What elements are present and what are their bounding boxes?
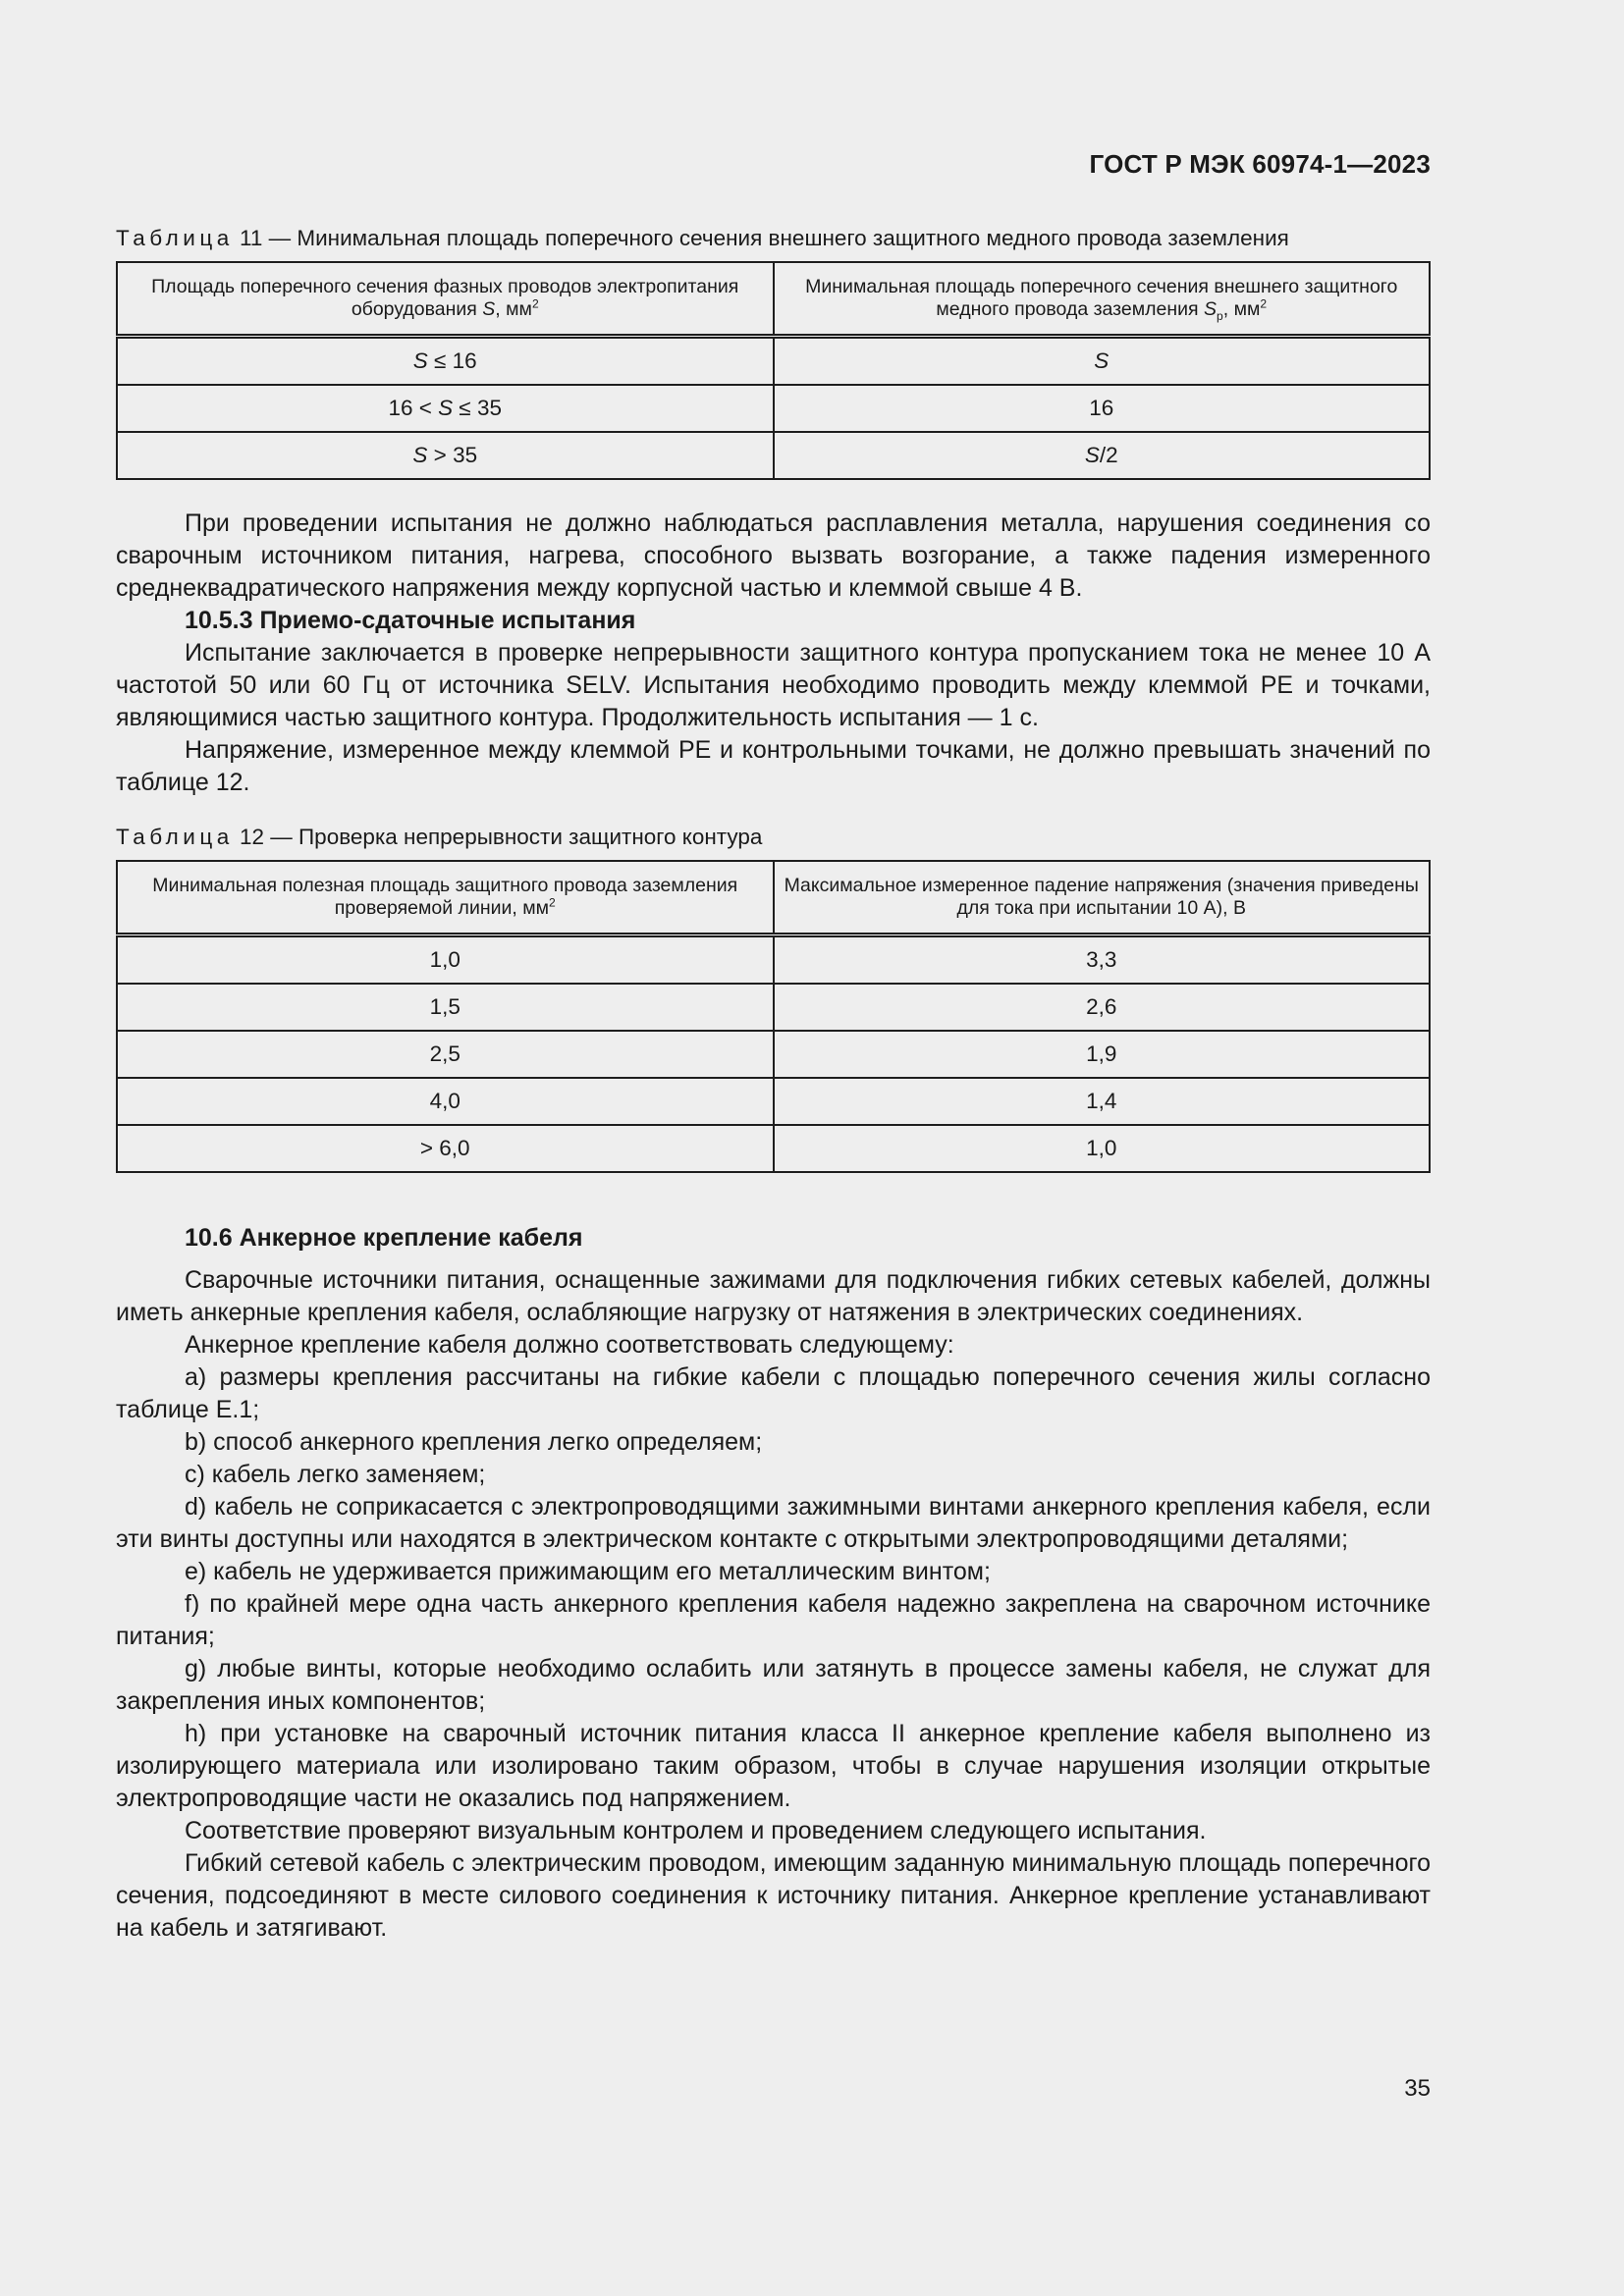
table-cell: S [774,337,1431,386]
table-12-caption-label: Таблица [116,825,234,849]
list-item: b) способ анкерного крепления легко определяем; [185,1428,763,1456]
paragraph-test-procedure: Гибкий сетевой кабель с электрическим проводом, имеющим заданную минимальную площадь поперечного сечения, подсоединяют в месте силового соединения к источнику питания. Анкерное крепление устанавливают на кабель и затягивают. [116,1849,1431,1942]
table-12 [116,860,1431,1173]
list-item: g) любые винты, которые необходимо ослабить или затянуть в процессе замены кабеля, не служат для закрепления иных компонентов; [116,1655,1431,1715]
list-item: f) по крайней мере одна часть анкерного крепления кабеля надежно закреплена на сварочном источнике питания; [116,1590,1431,1650]
paragraph-voltage-limit: Напряжение, измеренное между клеммой PE и контрольными точками, не должно превышать значений по таблице 12. [116,736,1431,796]
table-12-caption-text: 12 — Проверка непрерывности защитного контура [233,825,763,849]
table-row [117,1078,1430,1125]
table-cell: 3,3 [774,935,1431,985]
paragraph-anchorage-requirement: Сварочные источники питания, оснащенные зажимами для подключения гибких сетевых кабелей, должны иметь анкерные крепления кабеля, ослабляющие нагрузку от натяжения в электрических соединениях. [116,1266,1431,1326]
table-row [117,984,1430,1031]
table-cell: 2,5 [117,1031,774,1078]
table-11-header-col1: Площадь поперечного сечения фазных проводов электропитания оборудования S, $мм^2$ [117,262,774,337]
section-heading-10-6: 10.6 Анкерное крепление кабеля [185,1224,583,1252]
table-cell: > 6,0 [117,1125,774,1172]
list-item: c) кабель легко заменяем; [185,1461,486,1488]
table-row [117,385,1430,432]
table-cell: 1,9 [774,1031,1431,1078]
table-cell: S/2 [774,432,1431,479]
table-11-caption [116,224,1431,253]
document-header: ГОСТ Р МЭК 60974-1—2023 [1089,149,1431,179]
table-row [117,1125,1430,1172]
paragraph-compliance: Соответствие проверяют визуальным контролем и проведением следующего испытания. [185,1817,1207,1844]
page-number: 35 [1404,2075,1431,2102]
table-11 [116,261,1431,480]
table-row [117,337,1430,386]
table-cell: 1,0 [774,1125,1431,1172]
table-12-header-row [117,861,1430,935]
list-item: a) размеры крепления рассчитаны на гибкие кабели с площадью поперечного сечения жилы согласно таблице Е.1; [116,1363,1431,1423]
section-heading-10-5-3: 10.5.3 Приемо-сдаточные испытания [185,607,636,634]
list-item: e) кабель не удерживается прижимающим его металлическим винтом; [185,1558,991,1585]
paragraph-anchorage-intro: Анкерное крепление кабеля должно соответствовать следующему: [185,1331,954,1359]
table-cell: 4,0 [117,1078,774,1125]
table-cell: 1,5 [117,984,774,1031]
page-content [116,224,1431,1945]
table-12-header-col1: Минимальная полезная площадь защитного провода заземления проверяемой линии, $мм^2$ [117,861,774,935]
table-12-header-col2: Максимальное измеренное падение напряжения (значения приведены для тока при испытании 10 А), В [774,861,1431,935]
table-11-caption-text: 11 — Минимальная площадь поперечного сечения внешнего защитного медного провода заземления [233,226,1289,250]
table-row [117,935,1430,985]
table-12-caption [116,823,1431,852]
table-cell: S ≤ 16 [117,337,774,386]
table-11-header-col2: Минимальная площадь поперечного сечения внешнего защитного медного провода заземления $S_p$, $мм^2$ [774,262,1431,337]
table-cell: 16 [774,385,1431,432]
table-row [117,1031,1430,1078]
table-cell: 1,4 [774,1078,1431,1125]
table-cell: 1,0 [117,935,774,985]
table-11-header-row [117,262,1430,337]
paragraph-test-description: Испытание заключается в проверке непрерывности защитного контура пропусканием тока не менее 10 А частотой 50 или 60 Гц от источника SELV. Испытания необходимо проводить между клеммой PE и точками, являющимися частью защитного контура. Продолжительность испытания — 1 с. [116,639,1431,731]
list-item: d) кабель не соприкасается с электропроводящими зажимными винтами анкерного крепления кабеля, если эти винты доступны или находятся в электрическом контакте с открытыми электропроводящими деталями; [116,1493,1431,1553]
table-cell: 2,6 [774,984,1431,1031]
list-item: h) при установке на сварочный источник питания класса II анкерное крепление кабеля выполнено из изолирующего материала или изолировано таким образом, чтобы в случае нарушения изоляции открытые электропроводящие части не оказались под напряжением. [116,1720,1431,1812]
table-11-caption-label: Таблица [116,226,234,250]
table-cell: S > 35 [117,432,774,479]
paragraph-test-criteria: При проведении испытания не должно наблюдаться расплавления металла, нарушения соединения со сварочным источником питания, нагрева, способного вызвать возгорание, а также падения измеренного среднеквадратического напряжения между корпусной частью и клеммой свыше 4 В. [116,509,1431,602]
table-cell: 16 < S ≤ 35 [117,385,774,432]
table-row [117,432,1430,479]
